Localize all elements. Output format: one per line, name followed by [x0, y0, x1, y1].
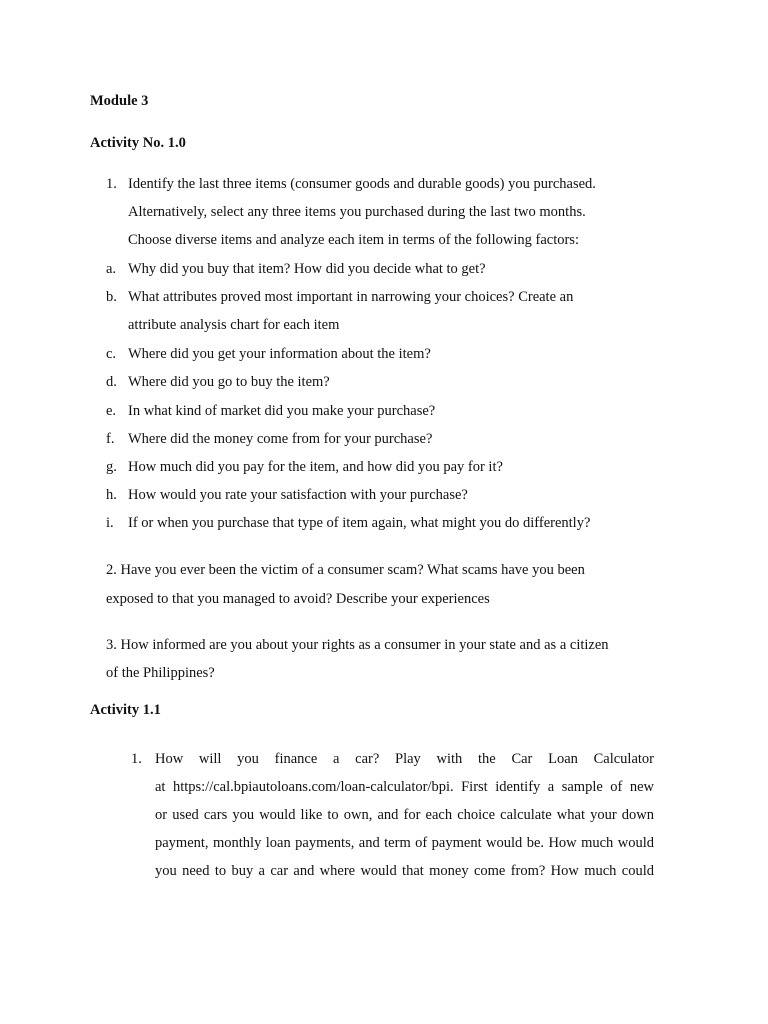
list-item-text: In what kind of market did you make your purchase? [128, 403, 436, 419]
list-item-text: attribute analysis chart for each item [128, 317, 340, 333]
question-line: Alternatively, select any three items you purchased during the last two months. [128, 204, 586, 220]
list-marker: 1. [131, 751, 142, 767]
activity-1-1-heading: Activity 1.1 [90, 702, 161, 718]
list-item-text: Where did the money come from for your purchase? [128, 431, 433, 447]
question-line: Choose diverse items and analyze each item in terms of the following factors: [128, 232, 579, 248]
question-line: you need to buy a car and where would that money come from? How much could [155, 863, 654, 879]
list-marker: d. [106, 374, 117, 390]
list-item-text: Where did you get your information about the item? [128, 346, 431, 362]
list-item-text: If or when you purchase that type of item again, what might you do differently? [128, 515, 591, 531]
list-marker: c. [106, 346, 117, 362]
list-marker: e. [106, 403, 117, 419]
question-line: or used cars you would like to own, and for each choice calculate what your down [155, 807, 654, 823]
list-item-text: How would you rate your satisfaction with your purchase? [128, 487, 468, 503]
question-line: How will you finance a car? Play with the Car Loan Calculator [155, 751, 654, 767]
list-item-text: Where did you go to buy the item? [128, 374, 330, 390]
list-item-text: Why did you buy that item? How did you decide what to get? [128, 261, 486, 277]
list-marker: a. [106, 261, 117, 277]
question-line: exposed to that you managed to avoid? Describe your experiences [106, 591, 490, 607]
question-line: payment, monthly loan payments, and term of payment would be. How much would [155, 835, 654, 851]
list-marker: 1. [106, 176, 117, 192]
question-line: at https://cal.bpiautoloans.com/loan-calculator/bpi. First identify a sample of new [155, 779, 654, 795]
question-line: 3. How informed are you about your rights as a consumer in your state and as a citizen [106, 637, 609, 653]
list-marker: b. [106, 289, 117, 305]
activity-1-0-heading: Activity No. 1.0 [90, 135, 186, 151]
list-marker: g. [106, 459, 117, 475]
list-item-text: What attributes proved most important in narrowing your choices? Create an [128, 289, 574, 305]
list-marker: f. [106, 431, 115, 447]
question-line: Identify the last three items (consumer goods and durable goods) you purchased. [128, 176, 596, 192]
question-line: of the Philippines? [106, 665, 215, 681]
list-marker: i. [106, 515, 114, 531]
question-line: 2. Have you ever been the victim of a consumer scam? What scams have you been [106, 562, 585, 578]
module-title: Module 3 [90, 93, 149, 109]
list-marker: h. [106, 487, 117, 503]
list-item-text: How much did you pay for the item, and how did you pay for it? [128, 459, 503, 475]
